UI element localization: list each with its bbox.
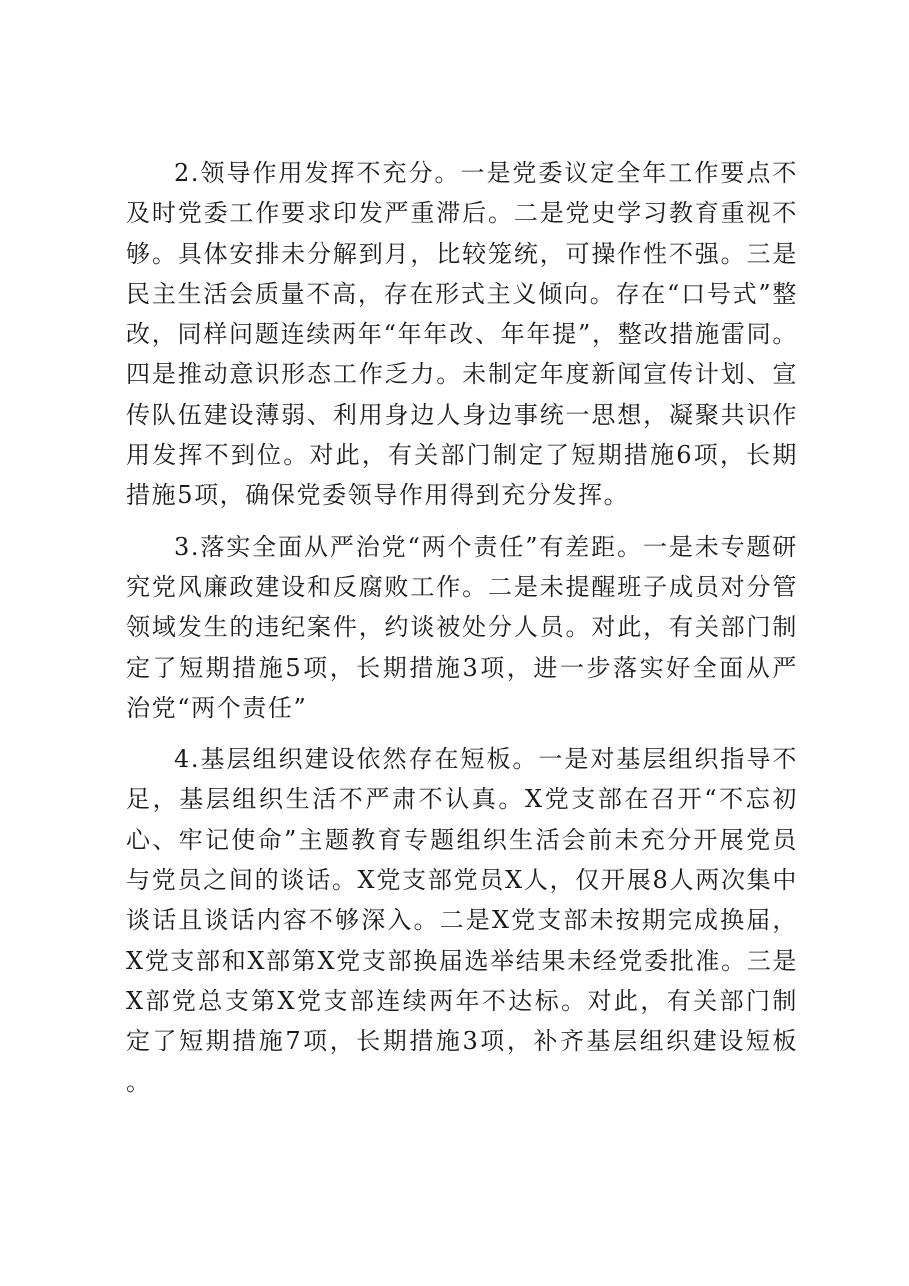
paragraph-leadership-role: 2.领导作用发挥不充分。一是党委议定全年工作要点不及时党委工作要求印发严重滞后。二是党史学习教育重视不够。具体安排未分解到月，比较笼统，可操作性不强。三是民主生活会质量不高，存在形式主义倾向。存在“口号式”整改，同样问题连续两年“年年改、年年提”，整改措施雷同。四是推动意识形态工作乏力。未制定年度新闻宣传计划、宣传队伍建设薄弱、利用身边人身边事统一思想，凝聚共识作用发挥不到位。对此，有关部门制定了短期措施6项，长期措施5项，确保党委领导作用得到充分发挥。	[126, 159, 798, 510]
document-body	[126, 153, 798, 1102]
paragraph-two-responsibilities: 3.落实全面从严治党“两个责任”有差距。一是未专题研究党风廉政建设和反腐败工作。二是未提醒班子成员对分管领域发生的违纪案件，约谈被处分人员。对此，有关部门制定了短期措施5项，长期措施3项，进一步落实好全面从严治党“两个责任”	[126, 532, 798, 722]
paragraph-grassroots-organization: 4.基层组织建设依然存在短板。一是对基层组织指导不足，基层组织生活不严肃不认真。X党支部在召开“不忘初心、牢记使命”主题教育专题组织生活会前未充分开展党员与党员之间的谈话。X党支部党员X人，仅开展8人两次集中谈话且谈话内容不够深入。二是X党支部未按期完成换届，X党支部和X部第X党支部换届选举结果未经党委批准。三是X部党总支第X党支部连续两年不达标。对此，有关部门制定了短期措施7项，长期措施3项，补齐基层组织建设短板。	[126, 745, 798, 1096]
